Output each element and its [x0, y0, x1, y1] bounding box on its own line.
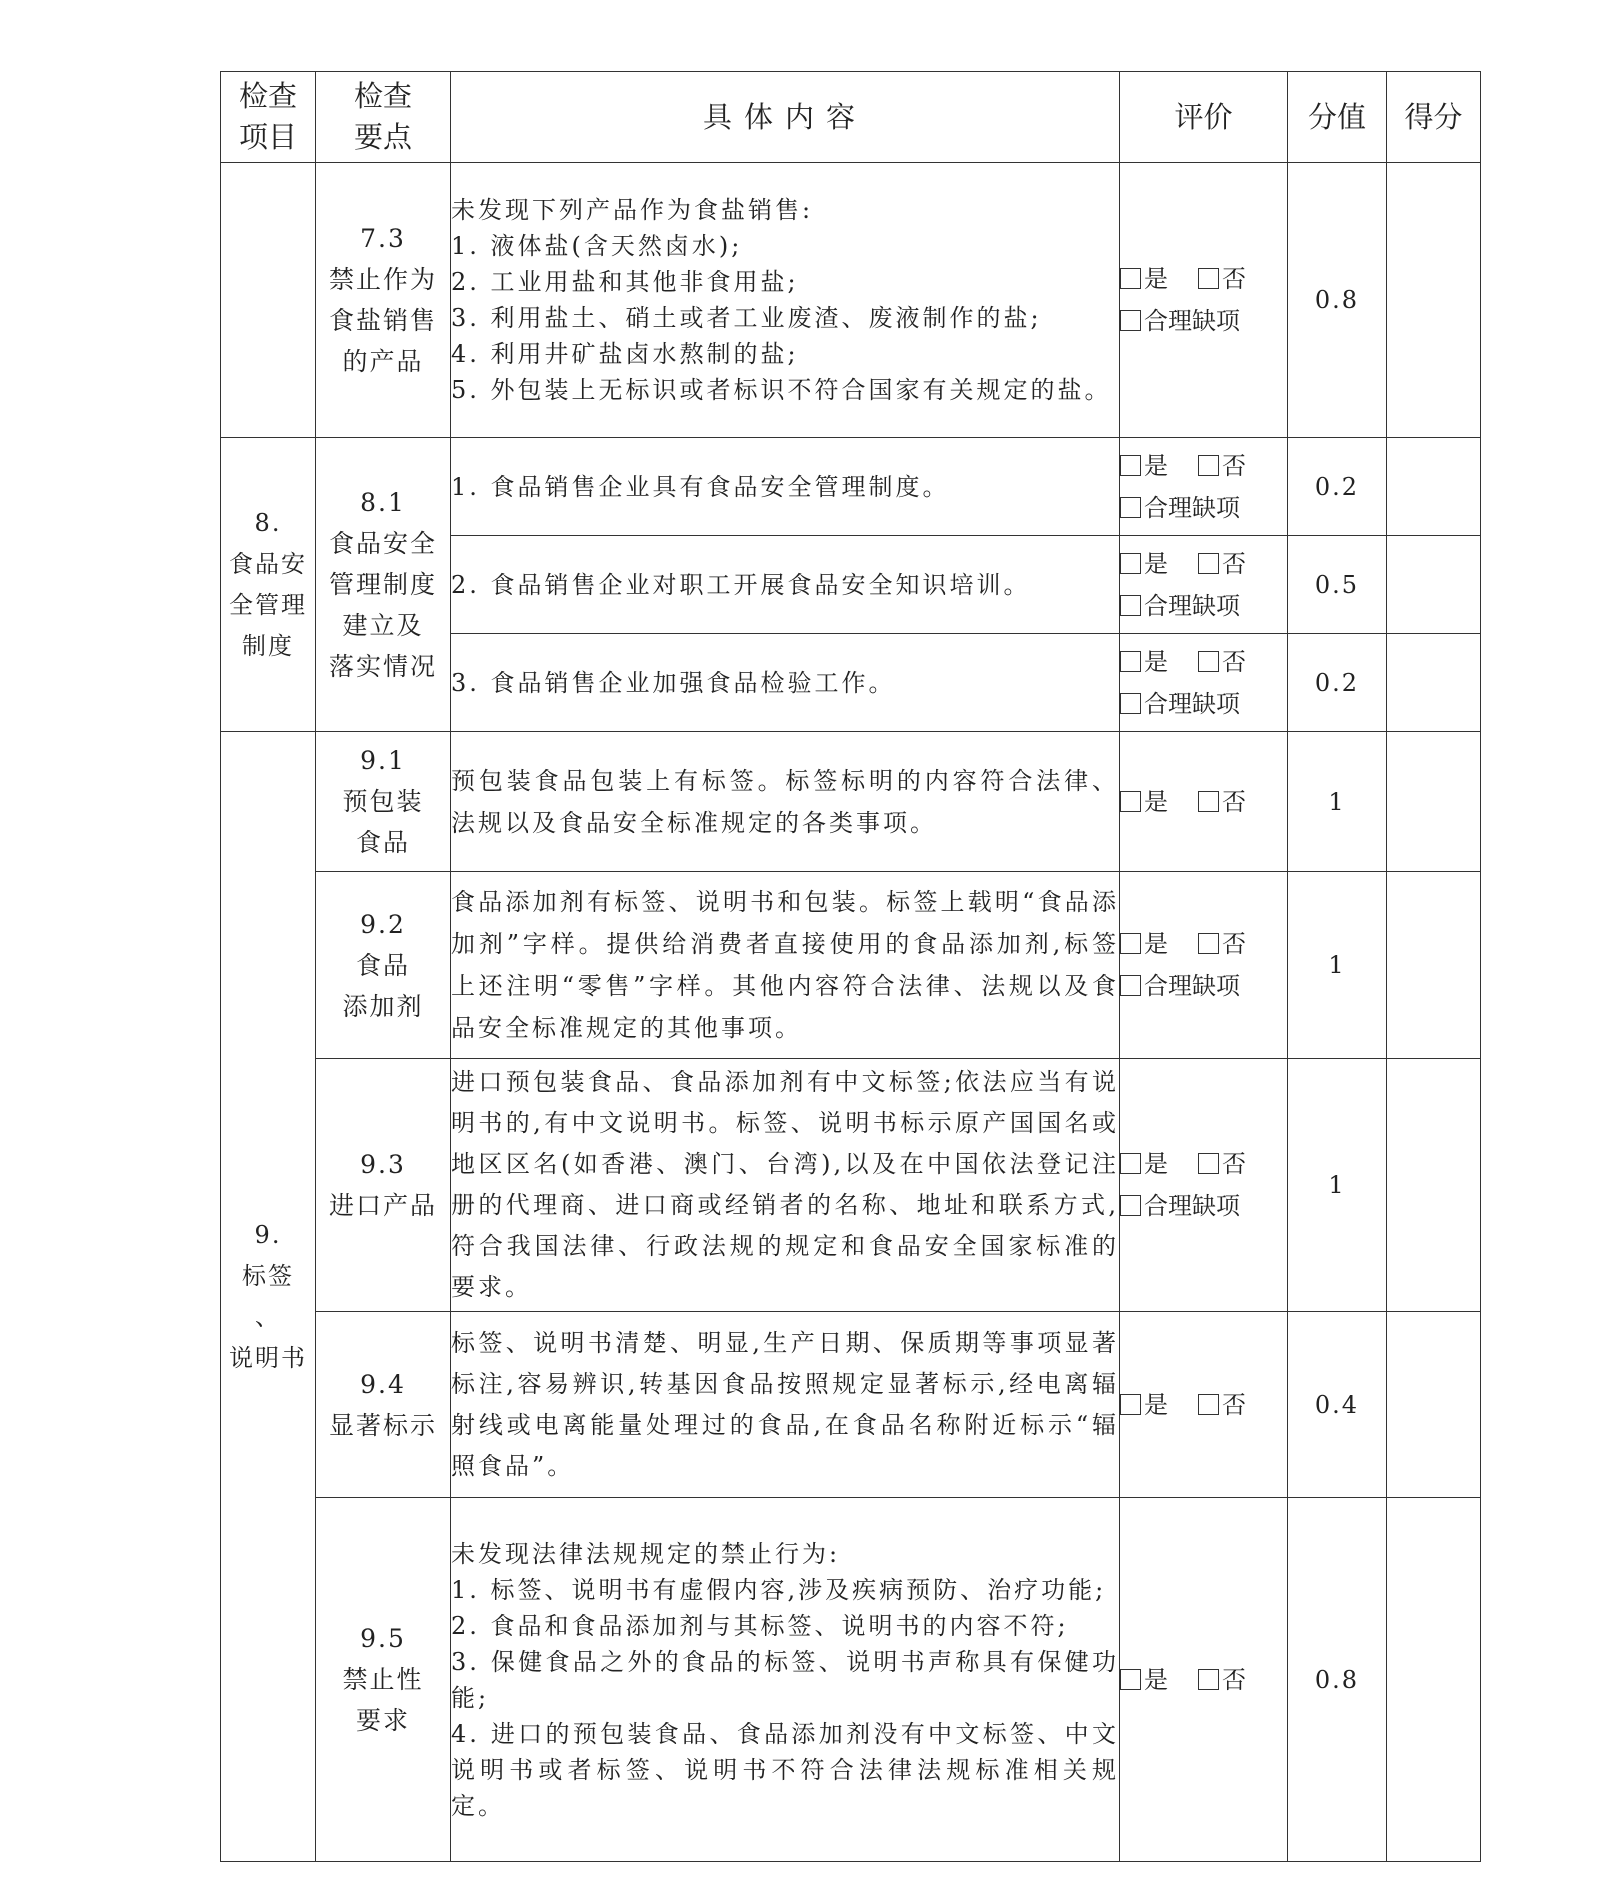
- option-label: 合理缺项: [1144, 1192, 1240, 1220]
- checkbox-icon[interactable]: [1198, 1669, 1219, 1690]
- point-cell: [316, 872, 451, 1059]
- score-cell: 1: [1288, 872, 1387, 1059]
- table-row: [221, 732, 1481, 872]
- option-label: 合理缺项: [1144, 493, 1240, 522]
- score-cell: 0.2: [1288, 438, 1387, 536]
- point-line: 食盐销售: [328, 306, 437, 335]
- checkbox-icon[interactable]: [1120, 933, 1141, 954]
- checkbox-icon[interactable]: [1198, 1394, 1219, 1415]
- eval-cell: [1120, 438, 1288, 536]
- option-no[interactable]: [1198, 445, 1246, 487]
- checkbox-icon[interactable]: [1120, 268, 1141, 289]
- header-row: [221, 72, 1481, 163]
- option-label: 是: [1144, 1390, 1168, 1419]
- eval-cell: [1120, 536, 1288, 634]
- option-yes[interactable]: [1120, 1143, 1168, 1185]
- table-row: [221, 1312, 1481, 1498]
- option-label: 是: [1144, 549, 1168, 578]
- item-line: 8.: [254, 508, 282, 537]
- content-line: 食品添加剂有标签、说明书和包装。标签上载明“食品添加剂”字样。提供给消费者直接使用的食品添加剂,标签上还注明“零售”字样。其他内容符合法律、法规以及食品安全标准规定的其他事项。: [451, 888, 1119, 1042]
- option-yes[interactable]: [1120, 445, 1168, 487]
- got-cell[interactable]: [1387, 536, 1481, 634]
- content-cell: [451, 163, 1120, 438]
- eval-cell: [1120, 732, 1288, 872]
- content-line: 3. 利用盐土、硝土或者工业废渣、废液制作的盐;: [451, 304, 1042, 332]
- content-cell: [451, 1059, 1120, 1312]
- eval-cell: [1120, 1059, 1288, 1312]
- header-item-line2: 项目: [238, 120, 297, 154]
- option-label: 否: [1222, 1665, 1246, 1694]
- table-row: [221, 163, 1481, 438]
- checkbox-icon[interactable]: [1120, 651, 1141, 672]
- point-line: 7.3: [360, 224, 406, 253]
- score-cell: 0.8: [1288, 1498, 1387, 1862]
- content-line: 进口预包装食品、食品添加剂有中文标签;依法应当有说明书的,有中文说明书。标签、说明书标示原产国国名或地区区名(如香港、澳门、台湾),以及在中国依法登记注册的代理商、进口商或经销者的名称、地址和联系方式,符合我国法律、行政法规的规定和食品安全国家标准的要求。: [451, 1068, 1119, 1301]
- point-cell: [316, 1312, 451, 1498]
- checkbox-icon[interactable]: [1198, 933, 1219, 954]
- item-line: 、: [255, 1302, 281, 1331]
- point-line: 9.3: [360, 1150, 406, 1179]
- header-point: [316, 72, 451, 163]
- table-row: [221, 1498, 1481, 1862]
- option-yes[interactable]: [1120, 258, 1168, 300]
- option-yes[interactable]: [1120, 923, 1168, 965]
- checkbox-icon[interactable]: [1120, 693, 1141, 714]
- option-label: 否: [1222, 647, 1246, 676]
- option-label: 否: [1222, 549, 1246, 578]
- eval-cell: [1120, 634, 1288, 732]
- checkbox-icon[interactable]: [1198, 651, 1219, 672]
- item-cell: [221, 438, 316, 732]
- checkbox-icon[interactable]: [1120, 310, 1141, 331]
- checkbox-icon[interactable]: [1198, 1153, 1219, 1174]
- content-cell: [451, 438, 1120, 536]
- option-label: 否: [1222, 451, 1246, 480]
- got-cell[interactable]: [1387, 1059, 1481, 1312]
- inspection-table: [220, 71, 1481, 1862]
- option-yes[interactable]: [1120, 543, 1168, 585]
- table-row: [221, 872, 1481, 1059]
- point-line: 禁止作为: [328, 265, 437, 294]
- option-yes[interactable]: [1120, 781, 1168, 823]
- option-label: 合理缺项: [1144, 307, 1240, 335]
- content-line: 未发现法律法规规定的禁止行为:: [451, 1539, 841, 1568]
- content-line: 标签、说明书清楚、明显,生产日期、保质期等事项显著标注,容易辨识,转基因食品按照规定显著标示,经电离辐射线或电离能量处理过的食品,在食品名称附近标示“辐照食品”。: [451, 1328, 1119, 1480]
- item-line: 食品安: [229, 549, 307, 578]
- option-na[interactable]: [1120, 300, 1240, 342]
- table-row: [221, 1059, 1481, 1312]
- option-na[interactable]: [1120, 683, 1240, 725]
- point-line: 要求: [355, 1706, 410, 1735]
- point-line: 禁止性: [342, 1665, 424, 1694]
- checkbox-icon[interactable]: [1198, 268, 1219, 289]
- content-cell: [451, 1312, 1120, 1498]
- got-cell[interactable]: [1387, 1498, 1481, 1862]
- point-line: 进口产品: [328, 1191, 437, 1220]
- point-line: 管理制度: [328, 570, 437, 599]
- item-line: 全管理: [229, 590, 307, 619]
- checkbox-icon[interactable]: [1120, 553, 1141, 574]
- point-cell: [316, 438, 451, 732]
- score-cell: 0.2: [1288, 634, 1387, 732]
- got-cell[interactable]: [1387, 634, 1481, 732]
- checkbox-icon[interactable]: [1120, 1195, 1141, 1216]
- option-no[interactable]: [1198, 923, 1246, 965]
- point-cell: [316, 163, 451, 438]
- point-line: 添加剂: [342, 991, 424, 1021]
- checkbox-icon[interactable]: [1198, 791, 1219, 812]
- point-line: 9.1: [360, 746, 406, 775]
- option-label: 否: [1222, 265, 1246, 293]
- option-no[interactable]: [1198, 1143, 1246, 1185]
- content-cell: [451, 1498, 1120, 1862]
- got-cell[interactable]: [1387, 872, 1481, 1059]
- option-no[interactable]: [1198, 641, 1246, 683]
- option-label: 否: [1222, 930, 1246, 958]
- point-line: 预包装: [342, 787, 424, 816]
- content-line: 预包装食品包装上有标签。标签标明的内容符合法律、法规以及食品安全标准规定的各类事项。: [451, 766, 1119, 837]
- checkbox-icon[interactable]: [1120, 1669, 1141, 1690]
- option-no[interactable]: [1198, 1659, 1246, 1701]
- option-no[interactable]: [1198, 781, 1246, 823]
- point-line: 食品安全: [328, 529, 437, 558]
- content-line: 3. 保健食品之外的食品的标签、说明书声称具有保健功能;: [451, 1647, 1119, 1712]
- checkbox-icon[interactable]: [1198, 553, 1219, 574]
- header-point-line2: 要点: [353, 120, 412, 154]
- option-yes[interactable]: [1120, 1659, 1168, 1701]
- option-no[interactable]: [1198, 543, 1246, 585]
- option-label: 否: [1222, 787, 1246, 816]
- checkbox-icon[interactable]: [1120, 975, 1141, 996]
- checkbox-icon[interactable]: [1120, 595, 1141, 616]
- content-line: 2. 工业用盐和其他非食用盐;: [451, 268, 799, 296]
- got-cell[interactable]: [1387, 732, 1481, 872]
- item-line: 标签: [242, 1261, 294, 1290]
- option-na[interactable]: [1120, 965, 1240, 1007]
- header-item: [221, 72, 316, 163]
- point-line: 9.2: [360, 909, 406, 939]
- checkbox-icon[interactable]: [1120, 497, 1141, 518]
- point-line: 9.4: [360, 1369, 406, 1399]
- option-na[interactable]: [1120, 585, 1240, 627]
- option-no[interactable]: [1198, 258, 1246, 300]
- point-line: 食品: [355, 950, 410, 980]
- score-cell: 0.8: [1288, 163, 1387, 438]
- checkbox-icon[interactable]: [1198, 455, 1219, 476]
- content-line: 2. 食品和食品添加剂与其标签、说明书的内容不符;: [451, 1611, 1069, 1640]
- item-line: 9.: [254, 1220, 282, 1249]
- content-line: 3. 食品销售企业加强食品检验工作。: [451, 668, 896, 697]
- eval-cell: [1120, 872, 1288, 1059]
- content-cell: [451, 732, 1120, 872]
- option-label: 否: [1222, 1150, 1246, 1178]
- content-line: 2. 食品销售企业对职工开展食品安全知识培训。: [451, 570, 1031, 599]
- content-line: 未发现下列产品作为食盐销售:: [451, 196, 814, 224]
- content-cell: [451, 872, 1120, 1059]
- option-label: 合理缺项: [1144, 591, 1240, 620]
- header-content: 具体内容: [451, 72, 1120, 163]
- header-score: 分值: [1288, 72, 1387, 163]
- point-line: 9.5: [360, 1624, 406, 1653]
- header-eval: 评价: [1120, 72, 1288, 163]
- option-na[interactable]: [1120, 487, 1240, 529]
- header-got: 得分: [1387, 72, 1481, 163]
- score-cell: 1: [1288, 1059, 1387, 1312]
- checkbox-icon[interactable]: [1120, 455, 1141, 476]
- table-row: [221, 438, 1481, 536]
- option-label: 是: [1144, 1150, 1168, 1178]
- content-line: 5. 外包装上无标识或者标识不符合国家有关规定的盐。: [451, 376, 1112, 404]
- point-cell: [316, 1059, 451, 1312]
- content-line: 4. 进口的预包装食品、食品添加剂没有中文标签、中文说明书或者标签、说明书不符合法律法规标准相关规定。: [451, 1719, 1119, 1820]
- got-cell[interactable]: [1387, 1312, 1481, 1498]
- option-yes[interactable]: [1120, 1384, 1168, 1426]
- eval-cell: [1120, 1498, 1288, 1862]
- checkbox-icon[interactable]: [1120, 1394, 1141, 1415]
- score-cell: 1: [1288, 732, 1387, 872]
- content-line: 4. 利用井矿盐卤水熬制的盐;: [451, 340, 799, 368]
- checkbox-icon[interactable]: [1120, 791, 1141, 812]
- option-label: 合理缺项: [1144, 689, 1240, 718]
- option-label: 是: [1144, 930, 1168, 958]
- header-item-line1: 检查: [238, 79, 297, 113]
- item-line: 制度: [242, 631, 294, 660]
- point-cell: [316, 732, 451, 872]
- content-line: 1. 食品销售企业具有食品安全管理制度。: [451, 472, 950, 501]
- eval-cell: [1120, 1312, 1288, 1498]
- point-line: 食品: [355, 828, 410, 857]
- option-label: 是: [1144, 265, 1168, 293]
- eval-cell: [1120, 163, 1288, 438]
- item-line: 说明书: [229, 1343, 307, 1372]
- checkbox-icon[interactable]: [1120, 1153, 1141, 1174]
- item-cell-empty: [221, 163, 316, 438]
- option-label: 是: [1144, 787, 1168, 816]
- point-cell: [316, 1498, 451, 1862]
- content-line: 1. 标签、说明书有虚假内容,涉及疾病预防、治疗功能;: [451, 1575, 1107, 1604]
- option-label: 否: [1222, 1390, 1246, 1419]
- score-cell: 0.5: [1288, 536, 1387, 634]
- option-label: 是: [1144, 451, 1168, 480]
- option-na[interactable]: [1120, 1185, 1240, 1227]
- option-label: 是: [1144, 1665, 1168, 1694]
- option-no[interactable]: [1198, 1384, 1246, 1426]
- option-label: 是: [1144, 647, 1168, 676]
- content-line: 1. 液体盐(含天然卤水);: [451, 232, 743, 260]
- score-cell: 0.4: [1288, 1312, 1387, 1498]
- got-cell[interactable]: [1387, 438, 1481, 536]
- point-line: 的产品: [342, 347, 424, 376]
- option-label: 合理缺项: [1144, 972, 1240, 1000]
- got-cell[interactable]: [1387, 163, 1481, 438]
- point-line: 落实情况: [328, 652, 437, 681]
- point-line: 8.1: [360, 488, 406, 517]
- content-cell: [451, 536, 1120, 634]
- point-line: 显著标示: [328, 1410, 437, 1440]
- content-cell: [451, 634, 1120, 732]
- header-point-line1: 检查: [353, 79, 412, 113]
- point-line: 建立及: [342, 611, 424, 640]
- option-yes[interactable]: [1120, 641, 1168, 683]
- item-cell: [221, 732, 316, 1862]
